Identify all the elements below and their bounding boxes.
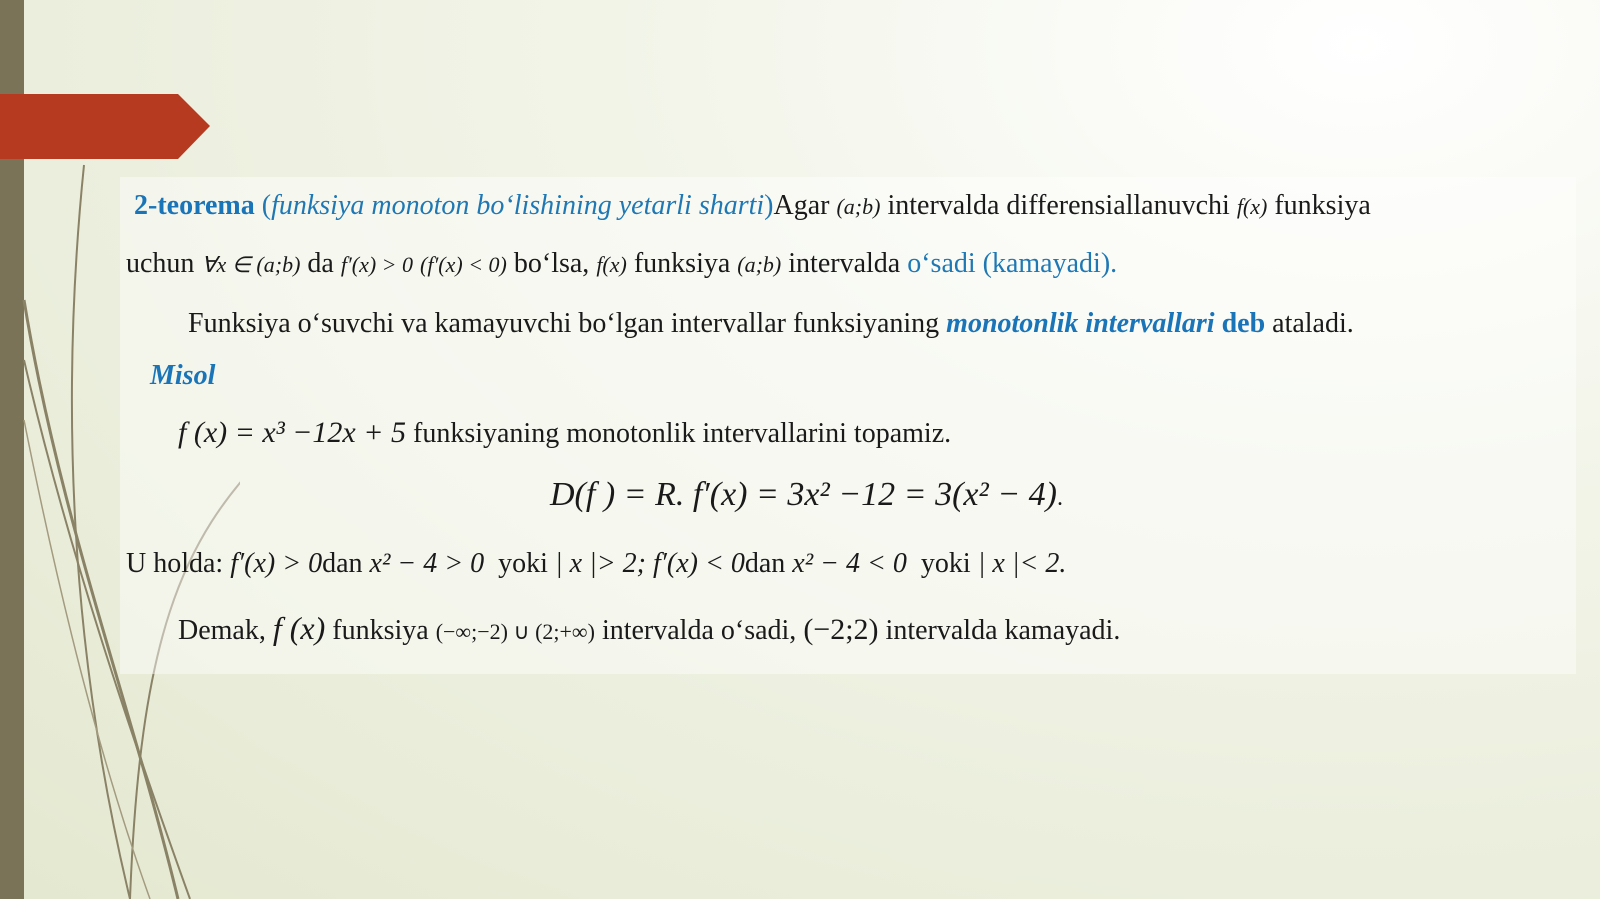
theorem-subtitle: funksiya monoton bo‘lishining yetarli sharti: [271, 190, 765, 221]
conclusion-kamayadi: intervalda kamayadi.: [885, 615, 1121, 646]
domain-end: .: [1056, 485, 1063, 511]
cond-negative: (f′(x) < 0): [420, 252, 507, 277]
uholda-label: U holda:: [126, 548, 224, 579]
cond-positive: f′(x) > 0: [340, 252, 414, 277]
conclusion-line: [178, 612, 1120, 645]
paren-open: (: [261, 190, 272, 221]
text-agar: Agar: [773, 190, 830, 221]
function-formula: f (x) = x³ −12x + 5: [178, 416, 406, 449]
definition-deb: deb: [1221, 308, 1266, 339]
example-heading: [150, 362, 215, 390]
domain-derivative-line: [550, 478, 1063, 512]
interval-ab-2: (a;b): [737, 252, 782, 277]
inequality-1: x² − 4 > 0: [369, 548, 485, 579]
text-bolsa: bo‘lsa,: [513, 248, 590, 279]
example-function-line: [178, 418, 951, 448]
text-uchun: uchun: [126, 248, 195, 279]
fx-1: f(x): [1236, 194, 1268, 219]
misol-label: Misol: [150, 360, 216, 391]
abs-ineq-1: | x |> 2;: [554, 548, 646, 579]
demak-text: Demak,: [178, 615, 266, 646]
conclusion-osadi: intervalda o‘sadi,: [601, 615, 797, 646]
yoki-2: yoki: [920, 548, 971, 579]
paren-close: ): [764, 190, 774, 221]
domain-derivative-formula: D(f ) = R. f′(x) = 3x² −12 = 3(x² − 4): [550, 476, 1057, 513]
theorem-line-1: [134, 192, 1371, 220]
conclusion-funksiya: funksiya: [332, 615, 429, 646]
interval-ab-1: (a;b): [836, 194, 881, 219]
cond-pos-derivative: f′(x) > 0: [230, 548, 323, 579]
text-da: da: [307, 248, 334, 279]
decreasing-interval: (−2;2): [803, 613, 879, 646]
forall-expr: ∀x ∈ (a;b): [201, 252, 301, 277]
definition-text-2: ataladi.: [1272, 308, 1354, 339]
text-intervalda: intervalda: [788, 248, 901, 279]
theorem-label: 2-teorema: [134, 190, 255, 221]
uholda-line: [126, 550, 1066, 578]
fx-2: f(x): [596, 252, 627, 277]
definition-text-1: Funksiya o‘suvchi va kamayuvchi bo‘lgan intervallar funksiyaning: [188, 308, 940, 339]
definition-term: monotonlik intervallari: [946, 308, 1215, 339]
definition-line: [188, 310, 1354, 338]
increasing-intervals: (−∞;−2) ∪ (2;+∞): [435, 619, 595, 644]
conclusion-fx: f (x): [272, 610, 326, 646]
text-intervalda-diff: intervalda differensiallanuvchi: [887, 190, 1230, 221]
text-funksiya-1: funksiya: [1274, 190, 1371, 221]
theorem-result: o‘sadi (kamayadi).: [907, 248, 1118, 279]
dan-2: dan: [744, 548, 786, 579]
theorem-line-2: [126, 250, 1117, 278]
cond-neg-derivative: f′(x) < 0: [652, 548, 745, 579]
abs-ineq-2: | x |< 2.: [977, 548, 1067, 579]
dan-1: dan: [322, 548, 363, 579]
text-funksiya-2: funksiya: [633, 248, 731, 279]
yoki-1: yoki: [498, 548, 548, 579]
function-text: funksiyaning monotonlik intervallarini topamiz.: [413, 418, 952, 449]
inequality-2: x² − 4 < 0: [792, 548, 907, 579]
